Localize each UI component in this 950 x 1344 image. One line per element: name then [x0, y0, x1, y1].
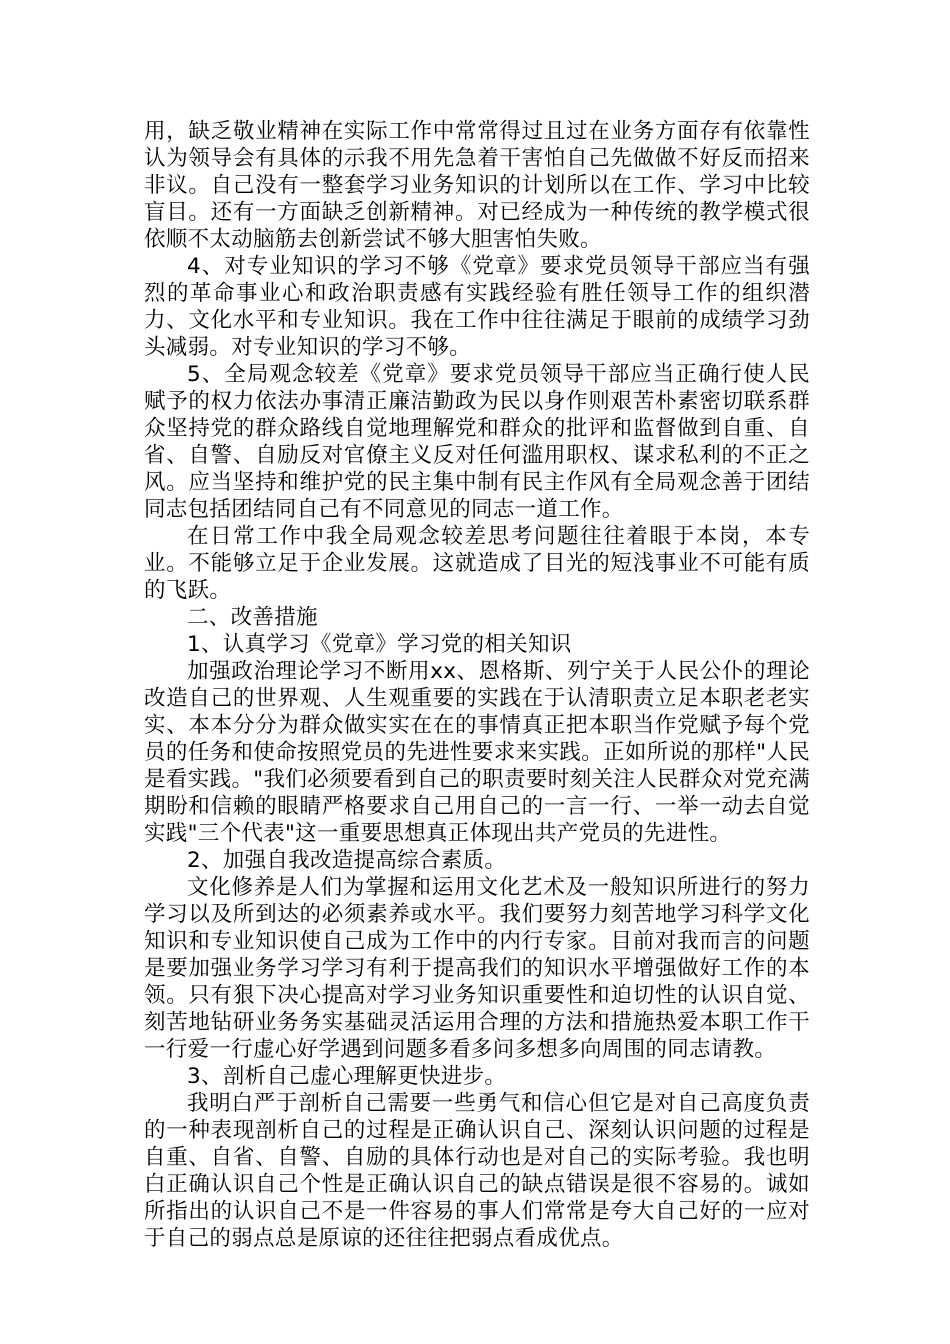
- paragraph-7: 我明白严于剖析自己需要一些勇气和信心但它是对自己高度负责的一种表现剖析自己的过程是正确认识自己、深刻认识问题的过程是自重、自省、自警、自励的具体行动也是对自己的实际考验。我也明白正确认识自己个性是正确认识自己的缺点错误是很不容易的。诚如所指出的认识自己不是一件容易的事人们常常是夸大自己好的一应对于自己的弱点总是原谅的还往往把弱点看成优点。: [144, 1091, 810, 1251]
- paragraph-3: 5、全局观念较差《党章》要求党员领导干部应当正确行使人民赋予的权力依法办事清正廉洁勤政为民以身作则艰苦朴素密切联系群众坚持党的群众路线自觉地理解党和群众的批评和监督做到自重、自省、自警、自励反对官僚主义反对任何滥用职权、谋求私利的不正之风。应当坚持和维护党的民主集中制有民主作风有全局观念善于团结同志包括团结同自己有不同意见的同志一道工作。: [144, 362, 810, 522]
- paragraph-5: 加强政治理论学习不断用xx、恩格斯、列宁关于人民公仆的理论改造自己的世界观、人生观重要的实践在于认清职责立足本职老老实实、本本分分为群众做实实在在的事情真正把本职当作党赋予每个党员的任务和使命按照党员的先进性要求来实践。正如所说的那样"人民是看实践。"我们必须要看到自己的职责要时刻关注人民群众对党充满期盼和信赖的眼睛严格要求自己用自己的一言一行、一举一动去自觉实践"三个代表"这一重要思想真正体现出共产党员的先进性。: [144, 659, 810, 846]
- document-body: [144, 118, 810, 1252]
- subheading-2: 2、加强自我改造提高综合素质。: [187, 848, 507, 873]
- paragraph-2: 4、对专业知识的学习不够《党章》要求党员领导干部应当有强烈的革命事业心和政治职责感有实践经验有胜任领导工作的组织潜力、文化水平和专业知识。我在工作中往往满足于眼前的成绩学习劲头减弱。对专业知识的学习不够。: [144, 254, 810, 360]
- paragraph-1: 用，缺乏敬业精神在实际工作中常常得过且过在业务方面存有依靠性认为领导会有具体的示我不用先急着干害怕自己先做做不好反而招来非议。自己没有一整套学习业务知识的计划所以在工作、学习中比较盲目。还有一方面缺乏创新精神。对已经成为一种传统的教学模式很依顺不太动脑筋去创新尝试不够大胆害怕失败。: [144, 119, 810, 252]
- subheading-1: 1、认真学习《党章》学习党的相关知识: [187, 632, 572, 657]
- paragraph-4: 在日常工作中我全局观念较差思考问题往往着眼于本岗，本专业。不能够立足于企业发展。这就造成了目光的短浅事业不可能有质的飞跃。: [144, 524, 810, 603]
- subheading-3: 3、剖析自己虚心理解更快进步。: [187, 1064, 507, 1089]
- paragraph-6: 文化修养是人们为掌握和运用文化艺术及一般知识所进行的努力学习以及所到达的必须素养或水平。我们要努力刻苦地学习科学文化知识和专业知识使自己成为工作中的内行专家。目前对我而言的问题是要加强业务学习学习有利于提高我们的知识水平增强做好工作的本领。只有狠下决心提高对学习业务知识重要性和迫切性的认识自觉、刻苦地钻研业务务实基础灵活运用合理的方法和措施热爱本职工作干一行爱一行虚心好学遇到问题多看多问多想多向周围的同志请教。: [144, 875, 810, 1062]
- section-heading-improvement: 二、改善措施: [187, 605, 318, 630]
